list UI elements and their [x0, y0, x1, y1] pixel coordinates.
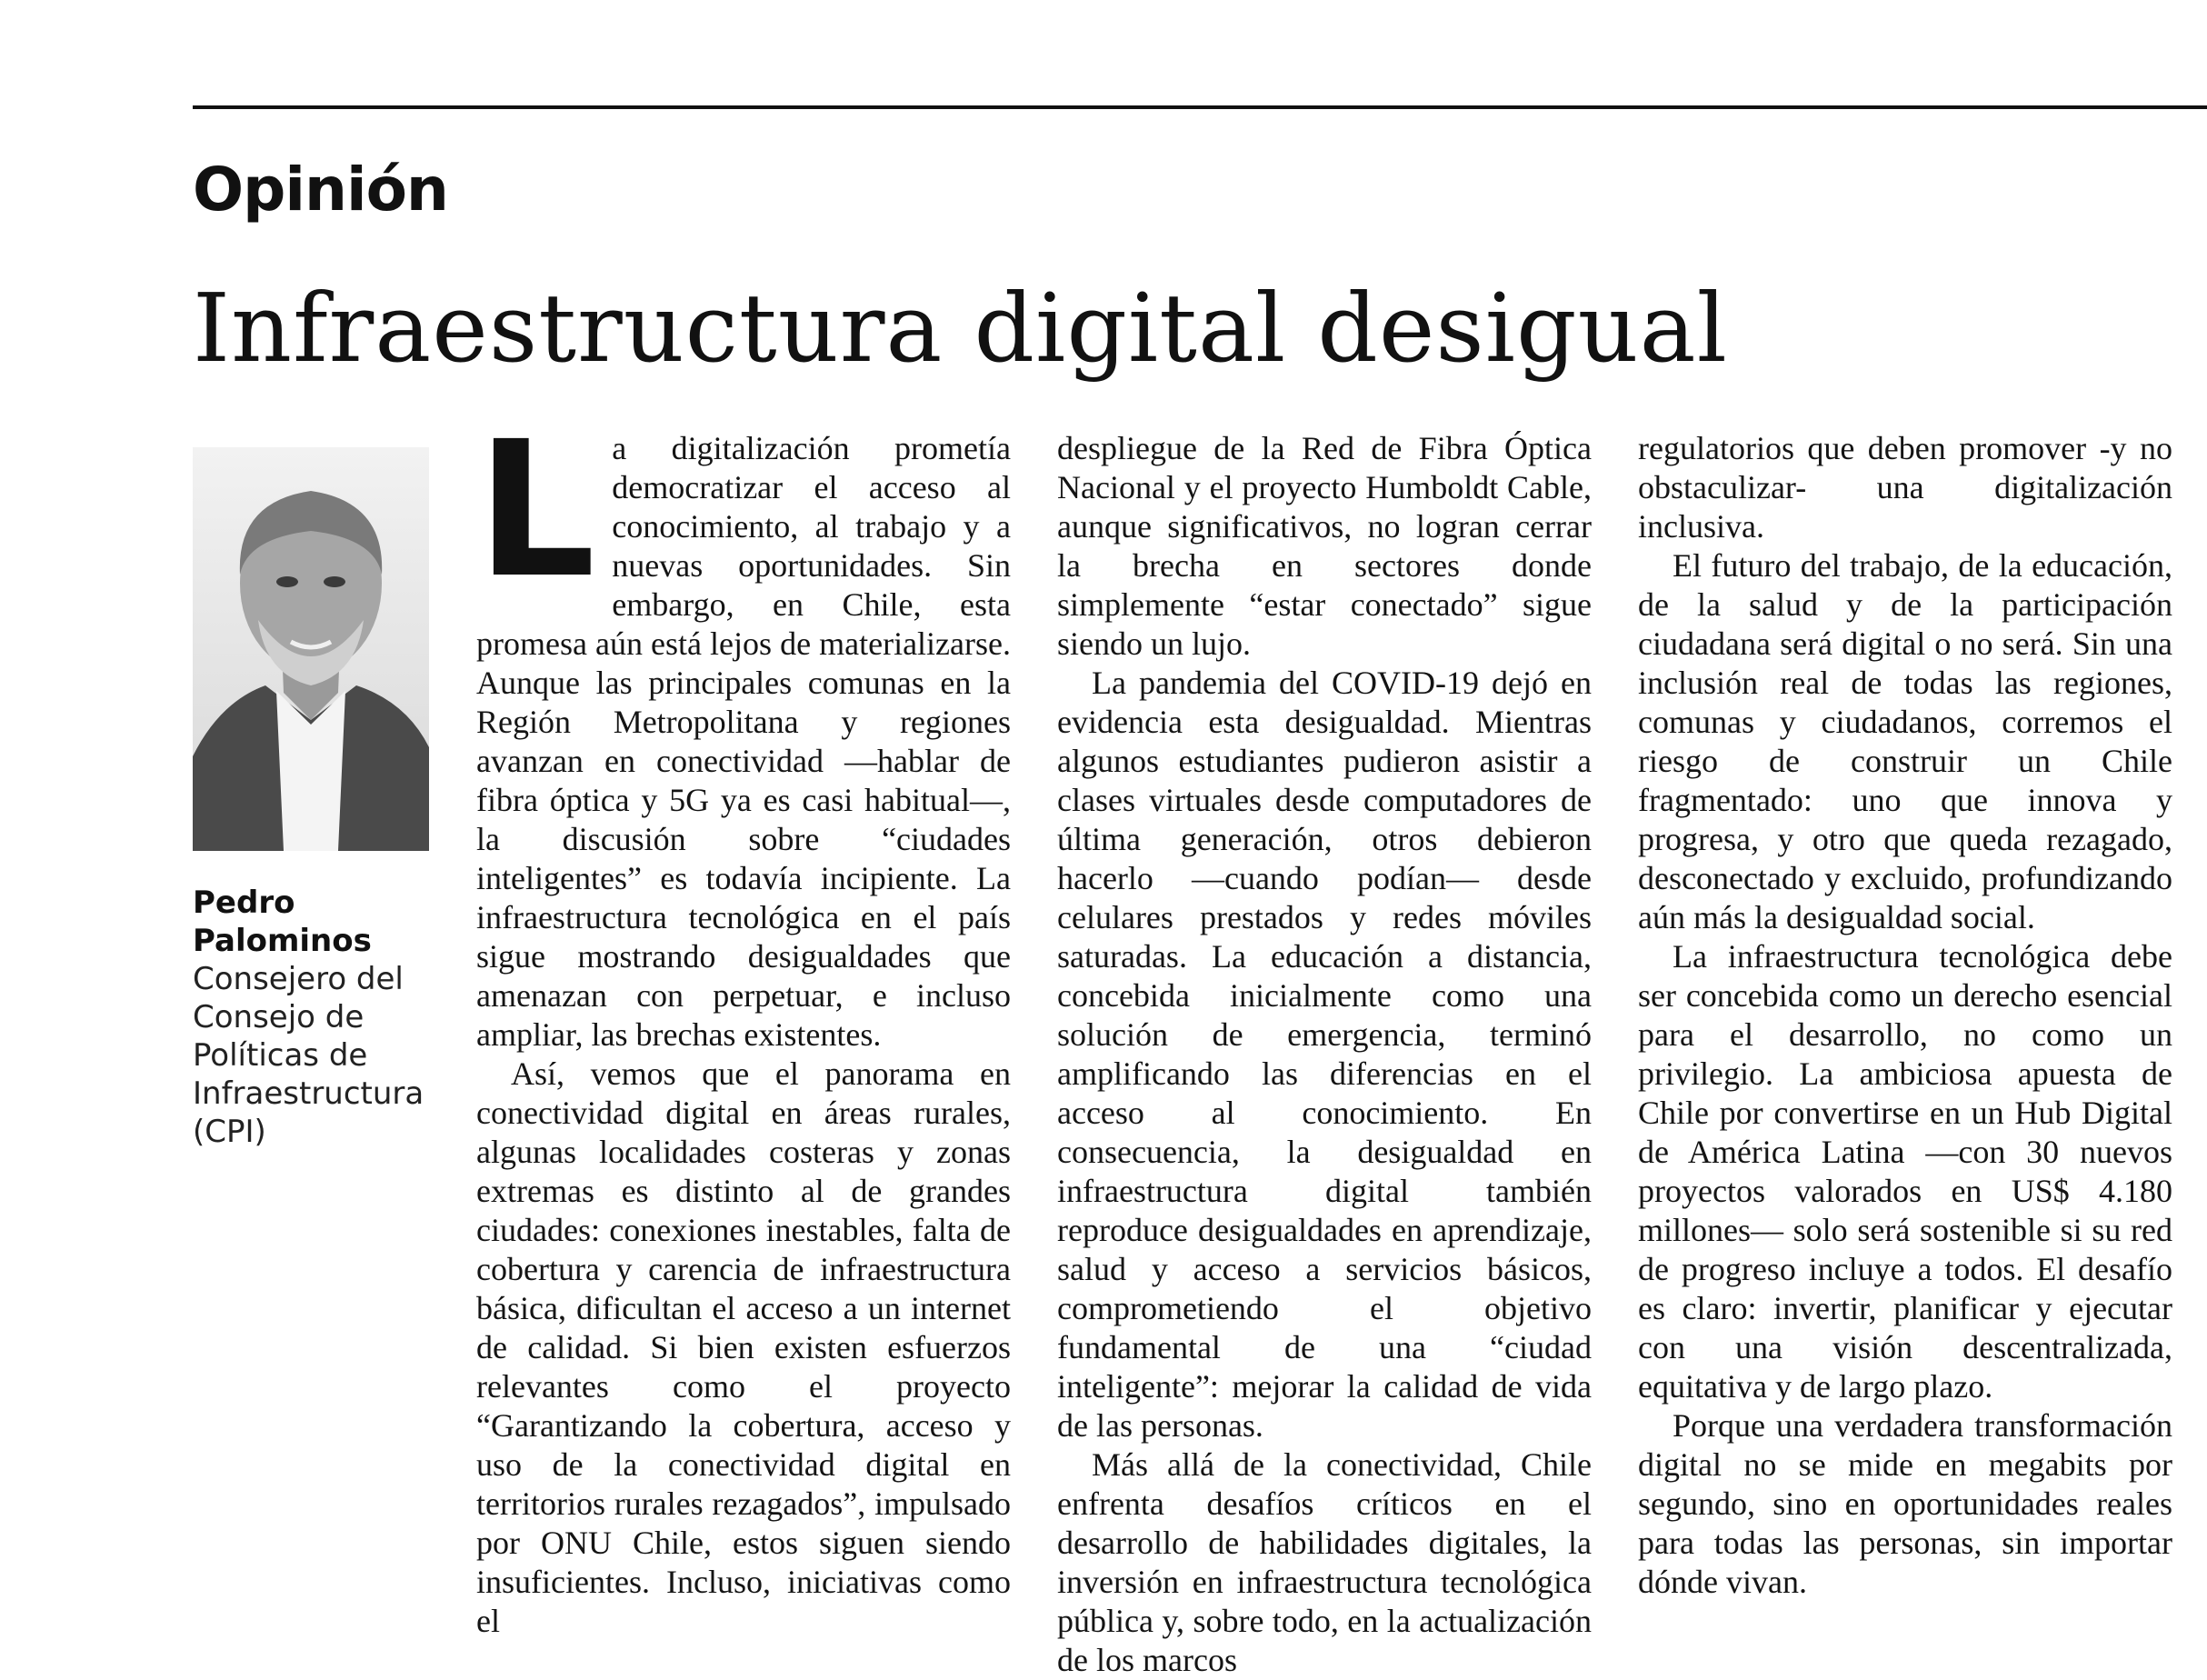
- section-label: Opinión: [193, 155, 448, 225]
- article-column-3: [1638, 429, 2172, 1602]
- paragraph: Más allá de la conectividad, Chile enfrenta desafíos críticos en el desarrollo de habilidades digitales, la inversión en infraestructura tecnológica pública y, sobre todo, en la actualización de los marcos: [1057, 1446, 1592, 1678]
- paragraph: La infraestructura tecnológica debe ser concebida como un derecho esencial para el desarrollo, no como un privilegio. La ambiciosa apuesta de Chile por convertirse en un Hub Digital de América Latina —con 30 nuevos proyectos valorados en US$ 4.180 millones— solo será sostenible si su red de progreso incluye a todos. El desafío es claro: invertir, planificar y ejecutar con una visión descentralizada, equitativa y de largo plazo.: [1638, 938, 2172, 1405]
- drop-cap: L: [476, 401, 596, 619]
- headline: Infraestructura digital desigual: [193, 273, 1728, 384]
- author-name: Pedro Palominos: [193, 885, 372, 959]
- author-portrait: [193, 447, 429, 851]
- paragraph: despliegue de la Red de Fibra Óptica Nacional y el proyecto Humboldt Cable, aunque significativos, no logran cerrar la brecha en sectores donde simplemente “estar conectado” sigue siendo un lujo.: [1057, 430, 1592, 662]
- paragraph: Porque una verdadera transformación digital no se mide en megabits por segundo, sino en oportunidades reales para todas las personas, sin importar dónde vivan.: [1638, 1407, 2172, 1600]
- paragraph: regulatorios que deben promover -y no obstaculizar- una digitalización inclusiva.: [1638, 430, 2172, 545]
- author-photo: [193, 447, 429, 851]
- paragraph: El futuro del trabajo, de la educación, de la salud y de la participación ciudadana será digital o no será. Sin una inclusión real de todas las regiones, comunas y ciudadanos, corremos el riesgo de construir un Chile fragmentado: uno que innova y progresa, y otro que queda rezagado, desconectado y excluido, profundizando aún más la desigualdad social.: [1638, 547, 2172, 935]
- paragraph: Así, vemos que el panorama en conectividad digital en áreas rurales, algunas localidades costeras y zonas extremas es distinto al de grandes ciudades: conexiones inestables, falta de cobertura y carencia de infraestructura básica, dificultan el acceso a un internet de calidad. Si bien existen esfuerzos relevantes como el proyecto “Garantizando la cobertura, acceso y uso de la conectividad digital en territorios rurales rezagados”, impulsado por ONU Chile, estos siguen siendo insuficientes. Incluso, iniciativas como el: [476, 1055, 1011, 1639]
- paragraph: La pandemia del COVID-19 dejó en evidencia esta desigualdad. Mientras algunos estudiantes pudieron asistir a clases virtuales desde computadores de última generación, otros debieron hacerlo —cuando podían— desde celulares prestados y redes móviles saturadas. La educación a distancia, concebida inicialmente como una solución de emergencia, terminó amplificando las diferencias en el acceso al conocimiento. En consecuencia, la desigualdad en infraestructura digital también reproduce desigualdades en aprendizaje, salud y acceso a servicios básicos, comprometiendo el objetivo fundamental de una “ciudad inteligente”: mejorar la calidad de vida de las personas.: [1057, 665, 1592, 1444]
- top-rule: [193, 105, 2207, 109]
- author-role: Consejero del Consejo de Políticas de Infraestructura (CPI): [193, 961, 424, 1150]
- article-column-1: [476, 401, 1011, 1641]
- paragraph: a digitalización prometía democratizar el acceso al conocimiento, al trabajo y a nuevas oportunidades. Sin embargo, en Chile, esta promesa aún está lejos de materializarse. Aunque las principales comunas en la Región Metropolitana y regiones avanzan en conectividad —hablar de fibra óptica y 5G ya es casi habitual—, la discusión sobre “ciudades inteligentes” es todavía incipiente. La infraestructura tecnológica en el país sigue mostrando desigualdades que amenazan con perpetuar, e incluso ampliar, las brechas existentes.: [476, 430, 1011, 1053]
- article-column-2: [1057, 429, 1592, 1680]
